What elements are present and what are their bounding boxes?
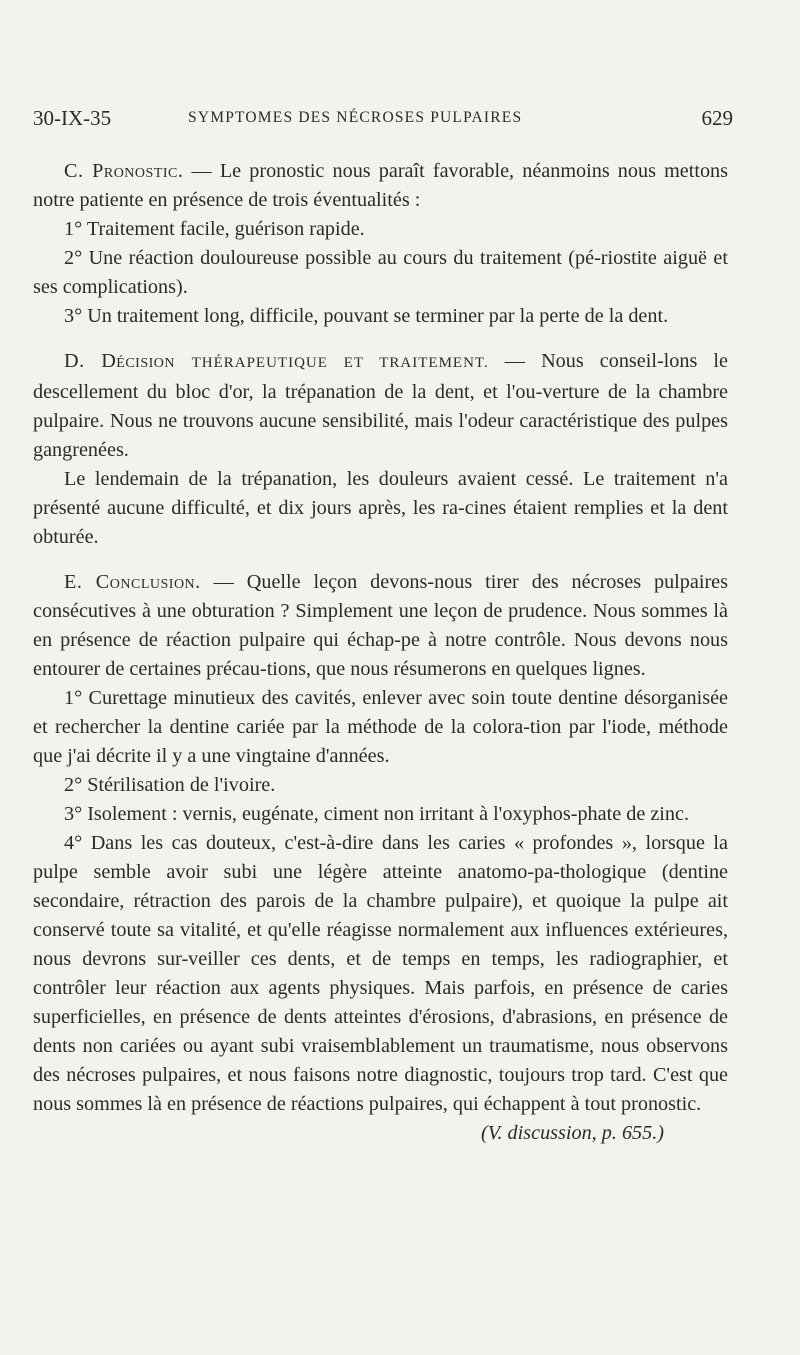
conclusion-heading: E. Conclusion. xyxy=(64,571,201,593)
header-date: 30-IX-35 xyxy=(33,106,112,130)
conclusion-intro: — Quelle leçon devons-nous tirer des nécroses pulpaires consécutives à une obturation ? Simplement une leçon de prudence. Nous sommes là en présence de réaction pulpaire qui échap-pe à notre contrôle. Nous devons nous entourer de certaines précau-tions, que nous résumerons en quelques lignes. xyxy=(33,571,728,680)
pronostic-intro: — Le pronostic nous paraît favorable, néanmoins nous mettons notre patiente en présence de trois éventualités : xyxy=(33,160,728,211)
decision-text: — Nous conseil-lons le descellement du bloc d'or, la trépanation de la dent, et l'ou-verture de la chambre pulpaire. Nous ne trouvons aucune sensibilité, mais l'odeur caractéristique des pulpes gangrenées. xyxy=(33,350,728,461)
running-header xyxy=(33,106,733,138)
pronostic-item-1: 1° Traitement facile, guérison rapide. xyxy=(64,218,365,240)
body-text xyxy=(33,157,728,1148)
conclusion-item-3: 3° Isolement : vernis, eugénate, ciment non irritant à l'oxyphos-phate de zinc. xyxy=(64,803,689,825)
decision-heading-prefix: D. Décision xyxy=(64,350,192,372)
conclusion-item-4: 4° Dans les cas douteux, c'est-à-dire dans les caries « profondes », lorsque la pulpe semble avoir subi une légère atteinte anatomo-pa-thologique (dentine secondaire, rétraction des parois de la chambre pulpaire), et quoique la pulpe ait conservé toute sa vitalité, et qu'elle réagisse normalement aux influences extérieures, nous devrons sur-veiller ces dents, et de temps en temps, les radiographier, et contrôler leur réaction aux agents physiques. Mais parfois, en présence de caries superficielles, en présence de dents atteintes d'érosions, d'abrasions, en présence de dents non cariées ou ayant subi vraisemblablement un traumatisme, nous observons des nécroses pulpaires, et nous faisons notre diagnostic, toujours trop tard. C'est que nous sommes là en présence de réactions pulpaires, qui échappent à tout pronostic. xyxy=(33,832,728,1115)
decision-heading-caps: THÉRAPEUTIQUE ET TRAITEMENT. xyxy=(191,355,489,371)
conclusion-item-2: 2° Stérilisation de l'ivoire. xyxy=(64,774,276,796)
header-title: SYMPTOMES DES NÉCROSES PULPAIRES xyxy=(188,109,523,126)
pronostic-item-3: 3° Un traitement long, difficile, pouvant se terminer par la perte de la dent. xyxy=(64,305,669,327)
discussion-reference: (V. discussion, p. 655.) xyxy=(481,1122,664,1144)
decision-paragraph xyxy=(33,347,728,465)
pronostic-paragraph xyxy=(33,157,728,215)
conclusion-paragraph xyxy=(33,568,728,684)
page-number: 629 xyxy=(701,106,733,130)
conclusion-item-1: 1° Curettage minutieux des cavités, enlever avec soin toute dentine désorganisée et rechercher la dentine cariée par la méthode de la colora-tion par l'iode, méthode que j'ai décrite il y a une vingtaine d'années. xyxy=(33,687,728,767)
decision-follow-paragraph: Le lendemain de la trépanation, les douleurs avaient cessé. Le traitement n'a présenté aucune difficulté, et dix jours après, les ra-cines étaient remplies et la dent obturée. xyxy=(33,468,728,548)
pronostic-heading: C. Pronostic. xyxy=(64,160,184,182)
pronostic-item-2: 2° Une réaction douloureuse possible au cours du traitement (pé-riostite aiguë et ses complications). xyxy=(33,247,728,298)
